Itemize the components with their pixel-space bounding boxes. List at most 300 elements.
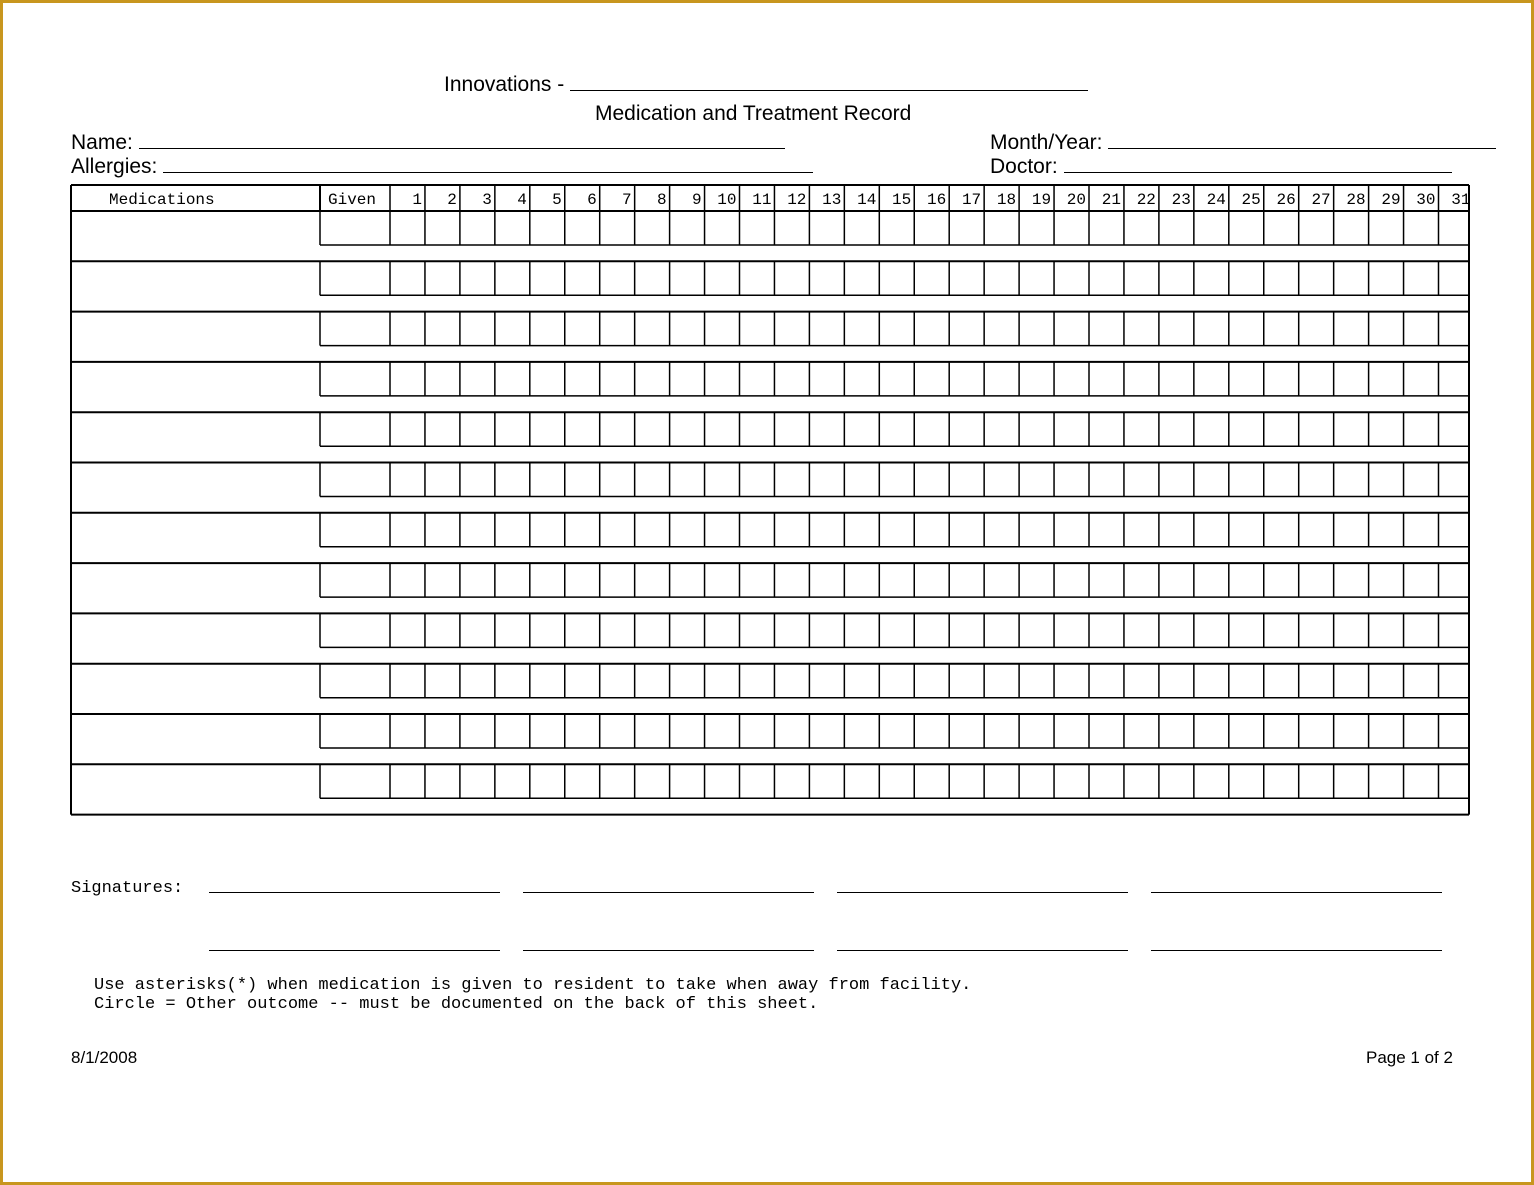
day-cell[interactable]	[810, 464, 843, 496]
day-cell[interactable]	[1020, 363, 1053, 395]
day-cell[interactable]	[1335, 765, 1368, 797]
day-cell[interactable]	[1090, 313, 1123, 345]
day-cell[interactable]	[601, 715, 634, 747]
day-cell[interactable]	[1160, 715, 1193, 747]
day-cell[interactable]	[391, 665, 424, 697]
day-cell[interactable]	[1160, 665, 1193, 697]
day-cell[interactable]	[810, 665, 843, 697]
day-cell[interactable]	[461, 313, 494, 345]
day-cell[interactable]	[1440, 313, 1471, 345]
day-cell[interactable]	[496, 413, 529, 445]
day-cell[interactable]	[1020, 715, 1053, 747]
day-cell[interactable]	[810, 614, 843, 646]
day-cell[interactable]	[496, 715, 529, 747]
day-cell[interactable]	[671, 413, 704, 445]
day-cell[interactable]	[1300, 413, 1333, 445]
day-cell[interactable]	[1195, 413, 1228, 445]
day-cell[interactable]	[1195, 363, 1228, 395]
day-cell[interactable]	[496, 313, 529, 345]
day-cell[interactable]	[741, 614, 774, 646]
day-cell[interactable]	[1090, 363, 1123, 395]
given-cell[interactable]	[321, 665, 389, 697]
day-cell[interactable]	[461, 413, 494, 445]
day-cell[interactable]	[880, 212, 913, 244]
day-cell[interactable]	[496, 614, 529, 646]
day-cell[interactable]	[775, 765, 808, 797]
day-cell[interactable]	[1195, 464, 1228, 496]
medication-cell[interactable]	[73, 364, 318, 410]
day-cell[interactable]	[566, 363, 599, 395]
day-cell[interactable]	[1125, 363, 1158, 395]
day-cell[interactable]	[1335, 665, 1368, 697]
day-cell[interactable]	[1370, 363, 1403, 395]
day-cell[interactable]	[775, 464, 808, 496]
day-cell[interactable]	[1335, 614, 1368, 646]
day-cell[interactable]	[1405, 313, 1438, 345]
day-cell[interactable]	[1230, 262, 1263, 294]
day-cell[interactable]	[1370, 665, 1403, 697]
day-cell[interactable]	[1160, 262, 1193, 294]
day-cell[interactable]	[1405, 212, 1438, 244]
day-cell[interactable]	[810, 514, 843, 546]
signature-line-6[interactable]	[523, 950, 814, 951]
day-cell[interactable]	[1125, 464, 1158, 496]
day-cell[interactable]	[391, 262, 424, 294]
day-cell[interactable]	[845, 614, 878, 646]
day-cell[interactable]	[810, 765, 843, 797]
day-cell[interactable]	[950, 363, 983, 395]
day-cell[interactable]	[1300, 514, 1333, 546]
day-cell[interactable]	[531, 665, 564, 697]
day-cell[interactable]	[671, 614, 704, 646]
given-cell[interactable]	[321, 514, 389, 546]
day-cell[interactable]	[1055, 514, 1088, 546]
day-cell[interactable]	[1335, 715, 1368, 747]
day-cell[interactable]	[671, 514, 704, 546]
day-cell[interactable]	[1195, 715, 1228, 747]
day-cell[interactable]	[391, 514, 424, 546]
day-cell[interactable]	[1160, 212, 1193, 244]
day-cell[interactable]	[636, 313, 669, 345]
day-cell[interactable]	[496, 262, 529, 294]
day-cell[interactable]	[1370, 715, 1403, 747]
day-cell[interactable]	[1230, 715, 1263, 747]
day-cell[interactable]	[1265, 262, 1298, 294]
day-cell[interactable]	[1335, 363, 1368, 395]
day-cell[interactable]	[915, 715, 948, 747]
day-cell[interactable]	[1405, 464, 1438, 496]
day-cell[interactable]	[985, 765, 1018, 797]
day-cell[interactable]	[566, 413, 599, 445]
medication-cell[interactable]	[73, 716, 318, 762]
given-cell[interactable]	[321, 564, 389, 596]
day-cell[interactable]	[391, 564, 424, 596]
day-cell[interactable]	[531, 363, 564, 395]
day-cell[interactable]	[1335, 212, 1368, 244]
day-cell[interactable]	[1405, 614, 1438, 646]
day-cell[interactable]	[531, 212, 564, 244]
medication-cell[interactable]	[73, 515, 318, 561]
day-cell[interactable]	[1405, 413, 1438, 445]
day-cell[interactable]	[1020, 464, 1053, 496]
day-cell[interactable]	[1405, 715, 1438, 747]
signature-line-8[interactable]	[1151, 950, 1442, 951]
day-cell[interactable]	[566, 464, 599, 496]
day-cell[interactable]	[1125, 665, 1158, 697]
day-cell[interactable]	[1440, 765, 1471, 797]
day-cell[interactable]	[1020, 413, 1053, 445]
day-cell[interactable]	[601, 665, 634, 697]
day-cell[interactable]	[601, 464, 634, 496]
day-cell[interactable]	[671, 715, 704, 747]
day-cell[interactable]	[741, 514, 774, 546]
given-cell[interactable]	[321, 765, 389, 797]
day-cell[interactable]	[601, 614, 634, 646]
day-cell[interactable]	[531, 614, 564, 646]
day-cell[interactable]	[775, 715, 808, 747]
given-cell[interactable]	[321, 212, 389, 244]
medication-cell[interactable]	[73, 414, 318, 460]
day-cell[interactable]	[461, 614, 494, 646]
day-cell[interactable]	[1265, 212, 1298, 244]
day-cell[interactable]	[1265, 715, 1298, 747]
day-cell[interactable]	[426, 665, 459, 697]
day-cell[interactable]	[950, 313, 983, 345]
day-cell[interactable]	[601, 262, 634, 294]
day-cell[interactable]	[775, 212, 808, 244]
day-cell[interactable]	[1230, 564, 1263, 596]
day-cell[interactable]	[601, 313, 634, 345]
day-cell[interactable]	[1195, 564, 1228, 596]
day-cell[interactable]	[845, 765, 878, 797]
day-cell[interactable]	[1300, 313, 1333, 345]
day-cell[interactable]	[985, 564, 1018, 596]
day-cell[interactable]	[1090, 614, 1123, 646]
day-cell[interactable]	[1440, 464, 1471, 496]
day-cell[interactable]	[1160, 363, 1193, 395]
day-cell[interactable]	[845, 363, 878, 395]
day-cell[interactable]	[741, 413, 774, 445]
day-cell[interactable]	[426, 262, 459, 294]
day-cell[interactable]	[1230, 464, 1263, 496]
medication-cell[interactable]	[73, 314, 318, 360]
day-cell[interactable]	[741, 464, 774, 496]
day-cell[interactable]	[1440, 212, 1471, 244]
day-cell[interactable]	[1230, 514, 1263, 546]
day-cell[interactable]	[985, 212, 1018, 244]
day-cell[interactable]	[391, 363, 424, 395]
day-cell[interactable]	[1300, 262, 1333, 294]
day-cell[interactable]	[566, 262, 599, 294]
medication-cell[interactable]	[73, 615, 318, 661]
day-cell[interactable]	[671, 665, 704, 697]
day-cell[interactable]	[426, 564, 459, 596]
day-cell[interactable]	[1370, 464, 1403, 496]
day-cell[interactable]	[566, 765, 599, 797]
day-cell[interactable]	[1055, 614, 1088, 646]
medication-cell[interactable]	[73, 666, 318, 712]
day-cell[interactable]	[1370, 564, 1403, 596]
medication-cell[interactable]	[73, 465, 318, 511]
day-cell[interactable]	[810, 363, 843, 395]
day-cell[interactable]	[915, 614, 948, 646]
day-cell[interactable]	[880, 363, 913, 395]
day-cell[interactable]	[775, 413, 808, 445]
medication-cell[interactable]	[73, 565, 318, 611]
day-cell[interactable]	[1335, 514, 1368, 546]
day-cell[interactable]	[1405, 514, 1438, 546]
signature-line-1[interactable]	[209, 892, 500, 893]
day-cell[interactable]	[810, 313, 843, 345]
day-cell[interactable]	[1090, 665, 1123, 697]
day-cell[interactable]	[915, 262, 948, 294]
day-cell[interactable]	[671, 464, 704, 496]
day-cell[interactable]	[915, 514, 948, 546]
day-cell[interactable]	[1300, 564, 1333, 596]
medication-cell[interactable]	[73, 213, 318, 259]
day-cell[interactable]	[636, 665, 669, 697]
month-year-field[interactable]	[1108, 133, 1496, 149]
day-cell[interactable]	[636, 464, 669, 496]
day-cell[interactable]	[1020, 212, 1053, 244]
day-cell[interactable]	[1265, 514, 1298, 546]
day-cell[interactable]	[1440, 715, 1471, 747]
day-cell[interactable]	[671, 564, 704, 596]
day-cell[interactable]	[1090, 564, 1123, 596]
day-cell[interactable]	[601, 514, 634, 546]
day-cell[interactable]	[671, 363, 704, 395]
day-cell[interactable]	[1265, 564, 1298, 596]
day-cell[interactable]	[531, 514, 564, 546]
day-cell[interactable]	[880, 665, 913, 697]
day-cell[interactable]	[1125, 262, 1158, 294]
day-cell[interactable]	[461, 212, 494, 244]
day-cell[interactable]	[1335, 413, 1368, 445]
day-cell[interactable]	[601, 363, 634, 395]
day-cell[interactable]	[1020, 514, 1053, 546]
day-cell[interactable]	[706, 614, 739, 646]
day-cell[interactable]	[950, 464, 983, 496]
day-cell[interactable]	[1125, 514, 1158, 546]
doctor-field[interactable]	[1064, 157, 1452, 173]
day-cell[interactable]	[461, 715, 494, 747]
day-cell[interactable]	[1405, 765, 1438, 797]
name-field[interactable]	[139, 133, 785, 149]
day-cell[interactable]	[1440, 564, 1471, 596]
day-cell[interactable]	[1090, 464, 1123, 496]
day-cell[interactable]	[950, 262, 983, 294]
day-cell[interactable]	[1090, 715, 1123, 747]
day-cell[interactable]	[531, 464, 564, 496]
day-cell[interactable]	[1160, 614, 1193, 646]
day-cell[interactable]	[671, 765, 704, 797]
day-cell[interactable]	[1440, 363, 1471, 395]
day-cell[interactable]	[1160, 464, 1193, 496]
day-cell[interactable]	[636, 765, 669, 797]
day-cell[interactable]	[391, 464, 424, 496]
day-cell[interactable]	[1160, 564, 1193, 596]
day-cell[interactable]	[741, 665, 774, 697]
day-cell[interactable]	[1370, 514, 1403, 546]
day-cell[interactable]	[1230, 212, 1263, 244]
day-cell[interactable]	[671, 262, 704, 294]
day-cell[interactable]	[1020, 665, 1053, 697]
day-cell[interactable]	[706, 262, 739, 294]
day-cell[interactable]	[1300, 212, 1333, 244]
day-cell[interactable]	[915, 765, 948, 797]
day-cell[interactable]	[601, 413, 634, 445]
given-cell[interactable]	[321, 614, 389, 646]
day-cell[interactable]	[496, 765, 529, 797]
day-cell[interactable]	[496, 514, 529, 546]
day-cell[interactable]	[845, 212, 878, 244]
day-cell[interactable]	[880, 715, 913, 747]
day-cell[interactable]	[426, 715, 459, 747]
day-cell[interactable]	[1195, 212, 1228, 244]
day-cell[interactable]	[1335, 313, 1368, 345]
day-cell[interactable]	[636, 514, 669, 546]
day-cell[interactable]	[636, 614, 669, 646]
day-cell[interactable]	[1020, 313, 1053, 345]
day-cell[interactable]	[601, 765, 634, 797]
day-cell[interactable]	[1230, 665, 1263, 697]
day-cell[interactable]	[1265, 464, 1298, 496]
day-cell[interactable]	[391, 715, 424, 747]
given-cell[interactable]	[321, 464, 389, 496]
signature-line-7[interactable]	[837, 950, 1128, 951]
day-cell[interactable]	[1230, 614, 1263, 646]
day-cell[interactable]	[810, 715, 843, 747]
day-cell[interactable]	[950, 564, 983, 596]
day-cell[interactable]	[985, 665, 1018, 697]
signature-line-4[interactable]	[1151, 892, 1442, 893]
day-cell[interactable]	[461, 262, 494, 294]
day-cell[interactable]	[1370, 413, 1403, 445]
day-cell[interactable]	[426, 765, 459, 797]
day-cell[interactable]	[566, 665, 599, 697]
signature-line-3[interactable]	[837, 892, 1128, 893]
day-cell[interactable]	[426, 514, 459, 546]
day-cell[interactable]	[566, 564, 599, 596]
day-cell[interactable]	[461, 363, 494, 395]
day-cell[interactable]	[1160, 765, 1193, 797]
day-cell[interactable]	[1090, 514, 1123, 546]
day-cell[interactable]	[950, 614, 983, 646]
day-cell[interactable]	[1195, 765, 1228, 797]
day-cell[interactable]	[1300, 715, 1333, 747]
medication-cell[interactable]	[73, 263, 318, 309]
day-cell[interactable]	[741, 262, 774, 294]
day-cell[interactable]	[1370, 614, 1403, 646]
day-cell[interactable]	[531, 564, 564, 596]
day-cell[interactable]	[775, 262, 808, 294]
day-cell[interactable]	[741, 564, 774, 596]
day-cell[interactable]	[985, 413, 1018, 445]
day-cell[interactable]	[1230, 765, 1263, 797]
day-cell[interactable]	[1125, 765, 1158, 797]
innovations-field[interactable]	[570, 75, 1088, 91]
day-cell[interactable]	[1370, 313, 1403, 345]
day-cell[interactable]	[915, 564, 948, 596]
day-cell[interactable]	[636, 413, 669, 445]
day-cell[interactable]	[426, 614, 459, 646]
day-cell[interactable]	[775, 614, 808, 646]
signature-line-5[interactable]	[209, 950, 500, 951]
day-cell[interactable]	[426, 363, 459, 395]
day-cell[interactable]	[845, 413, 878, 445]
day-cell[interactable]	[1055, 765, 1088, 797]
day-cell[interactable]	[880, 464, 913, 496]
day-cell[interactable]	[741, 765, 774, 797]
day-cell[interactable]	[985, 715, 1018, 747]
allergies-field[interactable]	[163, 157, 813, 173]
day-cell[interactable]	[915, 464, 948, 496]
day-cell[interactable]	[775, 363, 808, 395]
day-cell[interactable]	[845, 715, 878, 747]
day-cell[interactable]	[391, 212, 424, 244]
day-cell[interactable]	[985, 464, 1018, 496]
day-cell[interactable]	[1335, 464, 1368, 496]
day-cell[interactable]	[1300, 363, 1333, 395]
day-cell[interactable]	[1405, 665, 1438, 697]
day-cell[interactable]	[1055, 665, 1088, 697]
day-cell[interactable]	[461, 564, 494, 596]
day-cell[interactable]	[775, 665, 808, 697]
day-cell[interactable]	[1370, 212, 1403, 244]
signature-line-2[interactable]	[523, 892, 814, 893]
day-cell[interactable]	[915, 413, 948, 445]
day-cell[interactable]	[1055, 212, 1088, 244]
day-cell[interactable]	[1195, 313, 1228, 345]
day-cell[interactable]	[496, 665, 529, 697]
day-cell[interactable]	[706, 363, 739, 395]
given-cell[interactable]	[321, 715, 389, 747]
day-cell[interactable]	[601, 564, 634, 596]
given-cell[interactable]	[321, 313, 389, 345]
day-cell[interactable]	[1090, 765, 1123, 797]
day-cell[interactable]	[636, 363, 669, 395]
day-cell[interactable]	[1055, 715, 1088, 747]
day-cell[interactable]	[1405, 363, 1438, 395]
day-cell[interactable]	[636, 715, 669, 747]
day-cell[interactable]	[1020, 614, 1053, 646]
day-cell[interactable]	[426, 413, 459, 445]
day-cell[interactable]	[775, 313, 808, 345]
day-cell[interactable]	[775, 564, 808, 596]
day-cell[interactable]	[671, 212, 704, 244]
day-cell[interactable]	[845, 564, 878, 596]
day-cell[interactable]	[880, 765, 913, 797]
day-cell[interactable]	[1335, 564, 1368, 596]
day-cell[interactable]	[1335, 262, 1368, 294]
given-cell[interactable]	[321, 363, 389, 395]
day-cell[interactable]	[1125, 614, 1158, 646]
day-cell[interactable]	[985, 313, 1018, 345]
day-cell[interactable]	[880, 262, 913, 294]
day-cell[interactable]	[845, 665, 878, 697]
day-cell[interactable]	[1440, 262, 1471, 294]
day-cell[interactable]	[706, 413, 739, 445]
day-cell[interactable]	[880, 413, 913, 445]
day-cell[interactable]	[950, 413, 983, 445]
day-cell[interactable]	[1055, 262, 1088, 294]
day-cell[interactable]	[845, 262, 878, 294]
day-cell[interactable]	[845, 514, 878, 546]
day-cell[interactable]	[1195, 665, 1228, 697]
day-cell[interactable]	[775, 514, 808, 546]
day-cell[interactable]	[1055, 464, 1088, 496]
day-cell[interactable]	[1230, 413, 1263, 445]
